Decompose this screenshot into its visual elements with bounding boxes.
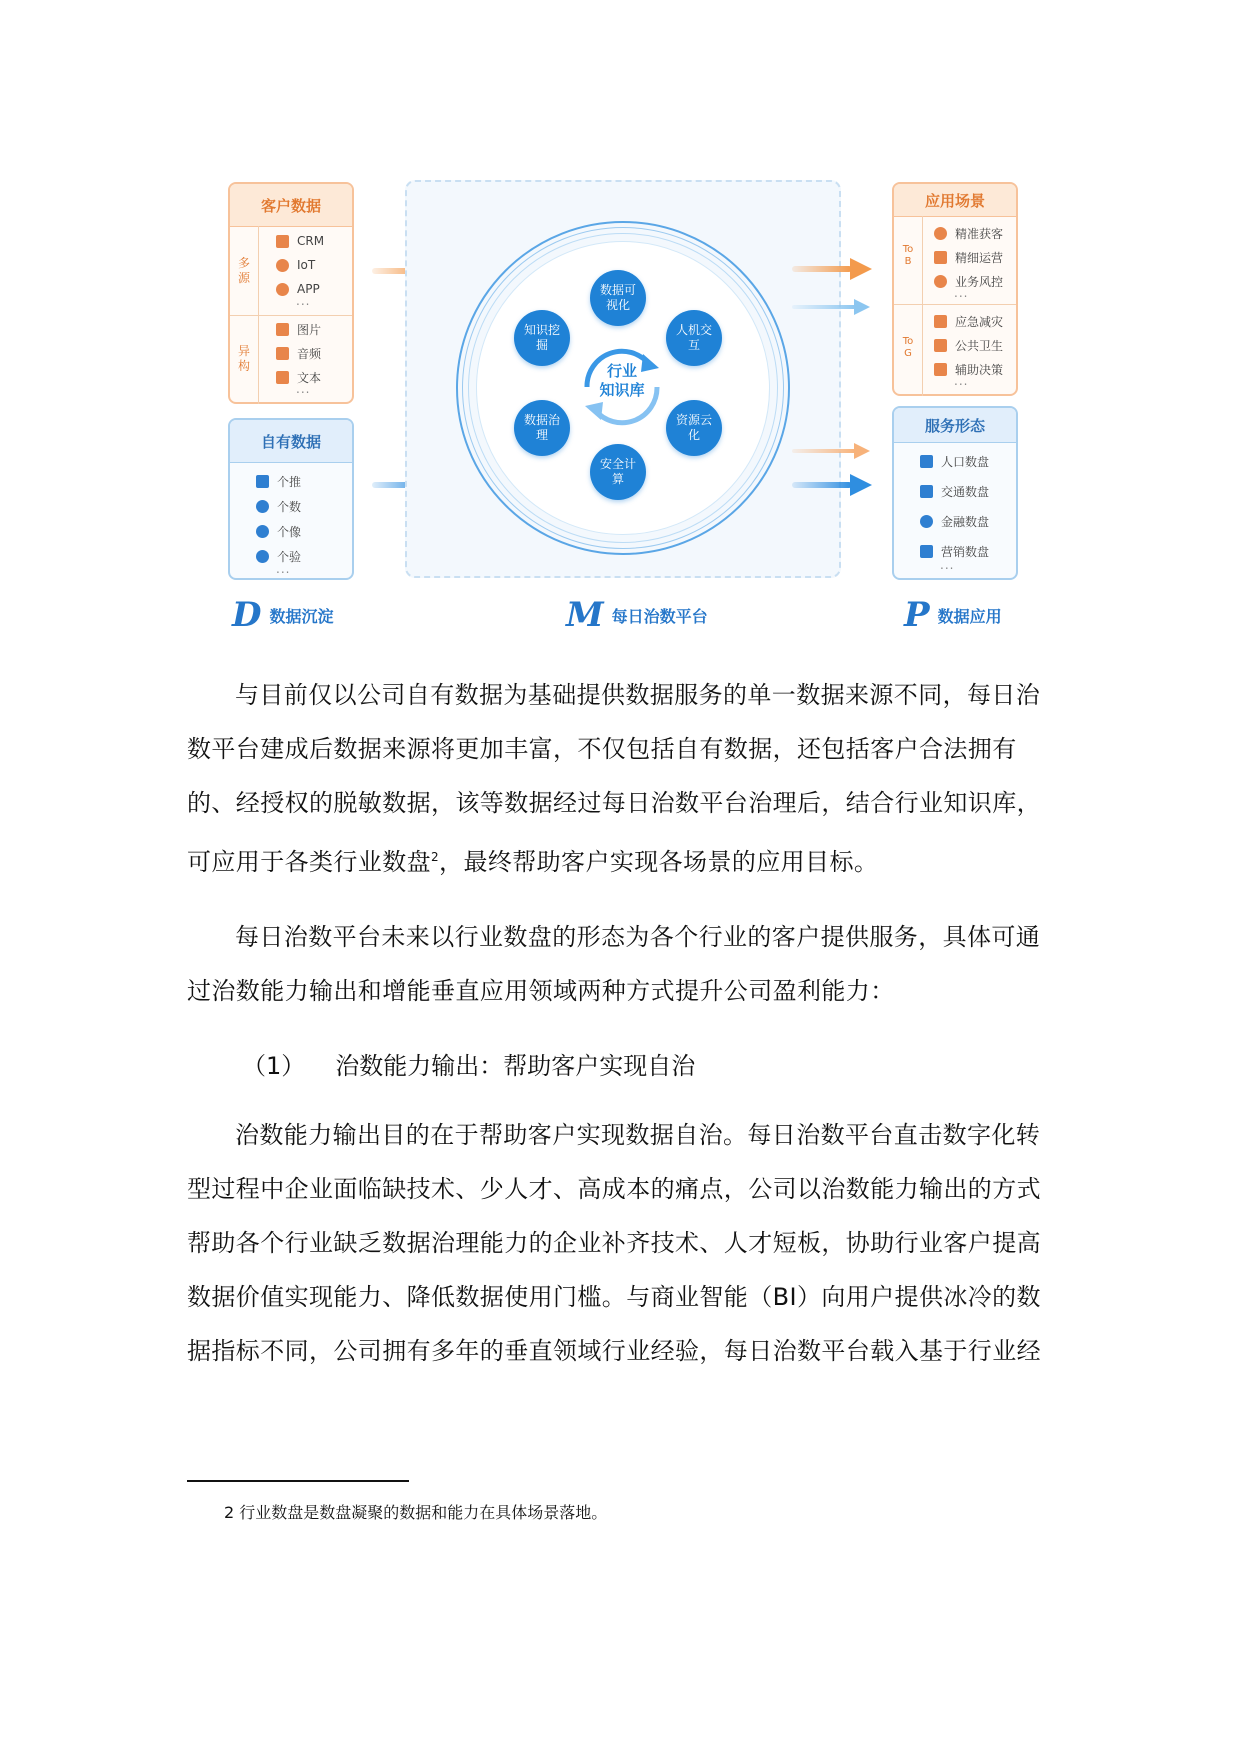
blue-arrow-right-1 [792, 302, 872, 312]
list-item: 公共卫生 [934, 336, 1003, 354]
paragraph-1: 与目前仅以公司自有数据为基础提供数据服务的单一数据来源不同，每日治数平台建成后数据来源将更加丰富，不仅包括自有数据，还包括客户合法拥有的、经授权的脱敏数据，该等数据经过每日治数平台治理后，结合行业知识库，可应用于各类行业数盘$^2$，最终帮助客户实现各场景的应用目标。 [187, 681, 1041, 876]
list-item: 业务风控 [934, 272, 1003, 290]
list-item: CRM [276, 232, 324, 250]
image-icon [276, 323, 289, 336]
push-icon [256, 475, 269, 488]
list-item: 个推 [256, 472, 301, 490]
scenarios-title: 应用场景 [894, 184, 1016, 217]
bubble-secure-computing: 安全计算 [590, 444, 646, 500]
health-icon [934, 339, 947, 352]
text-icon [276, 371, 289, 384]
knowledge-base-label: 行业 知识库 [599, 362, 645, 399]
list-item: 营销数盘 [920, 542, 989, 560]
footer-data-application: P 数据应用 [904, 595, 1002, 635]
blue-arrow-right-2 [792, 480, 872, 490]
fingerprint-icon [256, 550, 269, 563]
list-item: 个像 [256, 522, 301, 540]
list-item: 个验 [256, 547, 301, 565]
user-icon [934, 227, 947, 240]
own-data-title: 自有数据 [230, 420, 352, 463]
bubble-human-computer-interaction: 人机交互 [666, 310, 722, 366]
audio-icon [276, 347, 289, 360]
scenarios-panel: 应用场景 To B To G 精准获客 精细运营 业务风控 ... 应急减灾 公共卫生 辅助决策 ... [892, 182, 1018, 396]
paragraph-3: 治数能力输出目的在于帮助客户实现数据自治。每日治数平台直击数字化转型过程中企业面临缺技术、少人才、高成本的痛点，公司以治数能力输出的方式帮助各个行业缺乏数据治理能力的企业补齐技术、人才短板，协助行业客户提高数据价值实现能力、降低数据使用门槛。与商业智能（BI）向用户提供冰冷的数据指标不同，公司拥有多年的垂直领域行业经验，每日治数平台载入基于行业经 [187, 1121, 1041, 1365]
home-icon [934, 315, 947, 328]
footnote-divider [187, 1480, 409, 1482]
chart-icon [934, 251, 947, 264]
list-item: 辅助决策 [934, 360, 1003, 378]
m-letter-logo: M [566, 595, 604, 635]
bubble-knowledge-mining: 知识挖掘 [514, 310, 570, 366]
section-heading: （1） 治数能力输出：帮助客户实现自治 [242, 1052, 696, 1080]
list-item: APP [276, 280, 320, 298]
profile-icon [256, 525, 269, 538]
orange-arrow-right-2 [792, 446, 872, 456]
footer-data-precipitation: D 数据沉淀 [232, 595, 334, 635]
list-item: 图片 [276, 320, 321, 338]
risk-icon [934, 275, 947, 288]
customer-data-panel: 客户数据 多源 异构 CRM IoT APP ... 图片 音频 文本 ... [228, 182, 354, 404]
list-item: 金融数盘 [920, 512, 989, 530]
bubble-data-governance: 数据治理 [514, 400, 570, 456]
list-item: 交通数盘 [920, 482, 989, 500]
own-data-panel: 自有数据 个推 个数 个像 个验 ... [228, 418, 354, 580]
eye-icon [256, 500, 269, 513]
app-icon [276, 283, 289, 296]
p-letter-logo: P [904, 595, 930, 635]
customer-data-title: 客户数据 [230, 184, 352, 227]
population-icon [920, 455, 933, 468]
to-b-label: To B [902, 244, 914, 267]
list-item: IoT [276, 256, 315, 274]
list-item: 音频 [276, 344, 321, 362]
service-forms-panel: 服务形态 人口数盘 交通数盘 金融数盘 营销数盘 ... [892, 406, 1018, 580]
service-forms-title: 服务形态 [894, 408, 1016, 443]
car-icon [920, 485, 933, 498]
list-item: 个数 [256, 497, 301, 515]
list-item: 精细运营 [934, 248, 1003, 266]
trophy-icon [920, 545, 933, 558]
multi-source-label: 多源 [237, 256, 250, 285]
list-item: 人口数盘 [920, 452, 989, 470]
bubble-data-visualization: 数据可视化 [590, 270, 646, 326]
heterogeneous-label: 异构 [237, 344, 250, 373]
bubble-resource-cloud: 资源云化 [666, 400, 722, 456]
list-item: 文本 [276, 368, 321, 386]
list-item: 应急减灾 [934, 312, 1003, 330]
list-item: 精准获客 [934, 224, 1003, 242]
crm-icon [276, 235, 289, 248]
decision-icon [934, 363, 947, 376]
orange-arrow-right-1 [792, 264, 872, 274]
to-g-label: To G [902, 336, 914, 359]
finance-icon [920, 515, 933, 528]
footer-platform: M 每日治数平台 [566, 595, 708, 635]
d-letter-logo: D [232, 595, 262, 635]
footnote: 2 行业数盘是数盘凝聚的数据和能力在具体场景落地。 [224, 1503, 608, 1522]
iot-icon [276, 259, 289, 272]
paragraph-2: 每日治数平台未来以行业数盘的形态为各个行业的客户提供服务，具体可通过治数能力输出和增能垂直应用领域两种方式提升公司盈利能力： [187, 923, 1041, 1005]
